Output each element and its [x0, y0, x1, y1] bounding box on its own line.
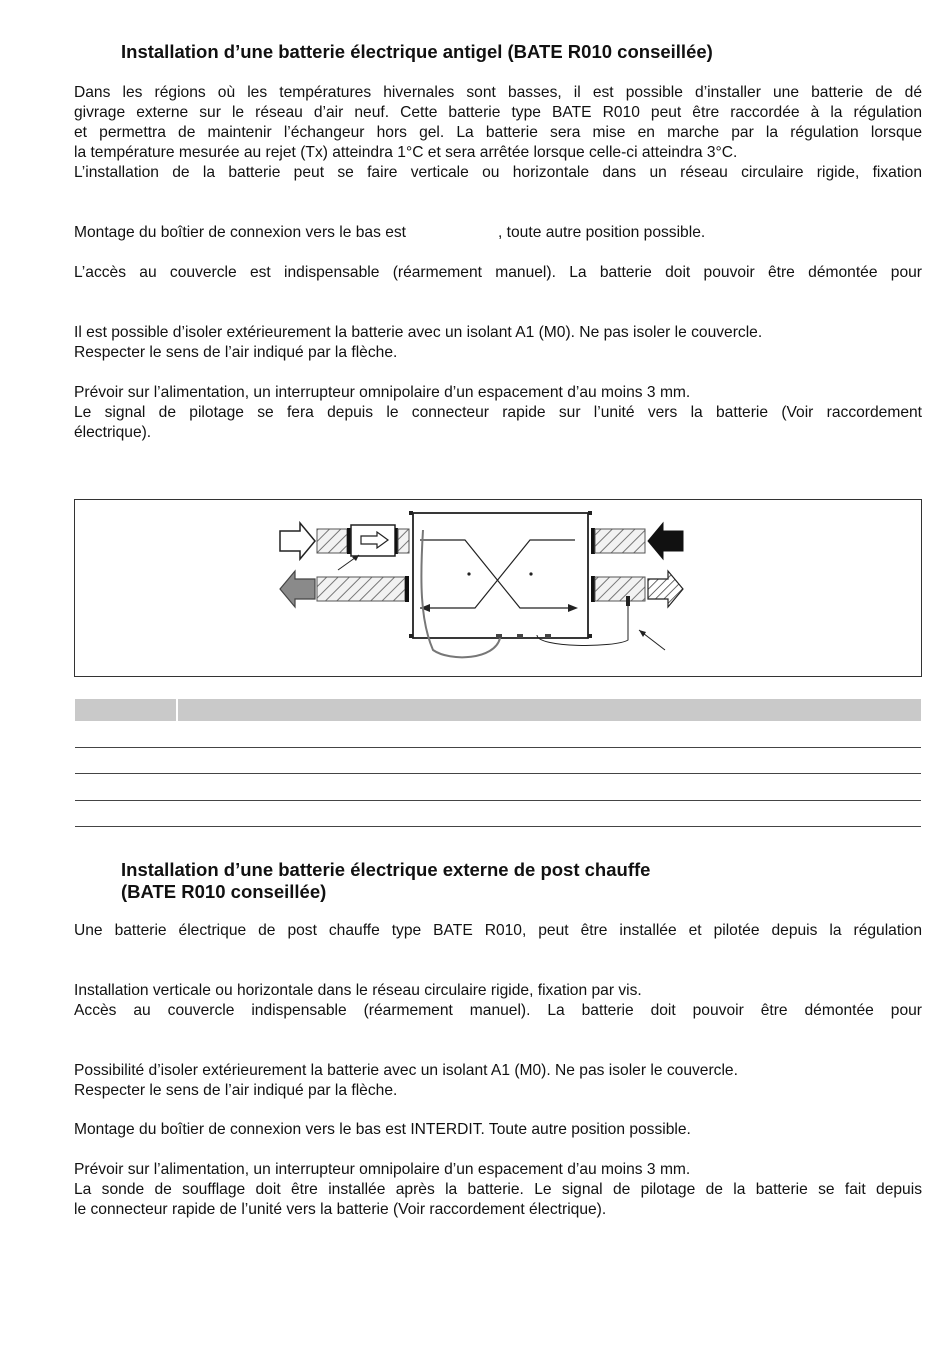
section1-para3	[74, 263, 922, 283]
text-line: Le signal de pilotage se fera depuis le connecteur rapide sur l’unité vers la batterie (Voir raccordement	[74, 404, 922, 421]
text-line: Respecter le sens de l’air indiqué par la flèche.	[74, 344, 398, 361]
return-air-in-arrow	[648, 523, 683, 559]
section1-para4	[74, 323, 922, 363]
unit-schematic	[75, 500, 921, 676]
table-header	[75, 699, 921, 721]
table-row	[75, 748, 921, 775]
section2-para4	[74, 1120, 922, 1140]
table-header-cell-2	[178, 699, 921, 721]
text-line: Installation verticale ou horizontale dans le réseau circulaire rigide, fixation par vis.	[74, 982, 642, 999]
text-line: L’installation de la batterie peut se faire verticale ou horizontale dans un réseau circulaire rigide, fixation	[74, 164, 922, 181]
text-fragment: , toute autre position possible.	[498, 224, 706, 241]
table-row	[75, 801, 921, 828]
section1-title: Installation d’une batterie électrique antigel (BATE R010 conseillée)	[121, 41, 713, 62]
text-line: Prévoir sur l’alimentation, un interrupteur omnipolaire d’un espacement d’au moins 3 mm.	[74, 384, 691, 401]
table-row	[75, 774, 921, 801]
exhaust-out-arrow	[280, 571, 315, 607]
text-line: Montage du boîtier de connexion vers le bas est INTERDIT. Toute autre position possible.	[74, 1121, 691, 1138]
table-row	[75, 721, 921, 748]
legend-table	[75, 699, 921, 827]
text-line: Possibilité d’isoler extérieurement la batterie avec un isolant A1 (M0). Ne pas isoler le couvercle.	[74, 1062, 738, 1079]
section2-para2	[74, 981, 922, 1021]
duct-top-right	[595, 529, 645, 553]
section1-para1	[74, 83, 922, 183]
installation-diagram	[74, 499, 922, 677]
text-line: La sonde de soufflage doit être installée après la batterie. Le signal de pilotage de la batterie se fait depuis	[74, 1181, 922, 1198]
section2-para1	[74, 921, 922, 941]
text-line: Une batterie électrique de post chauffe type BATE R010, peut être installée et pilotée depuis la régulation	[74, 922, 922, 939]
text-line: Accès au couvercle indispensable (réarmement manuel). La batterie doit pouvoir être démontée pour	[74, 1002, 922, 1019]
text-line: L’accès au couvercle est indispensable (réarmement manuel). La batterie doit pouvoir être démontée pour	[74, 264, 922, 281]
table-header-cell-1	[75, 699, 178, 721]
text-line: électrique).	[74, 424, 152, 441]
text-line: Prévoir sur l’alimentation, un interrupteur omnipolaire d’un espacement d’au moins 3 mm.	[74, 1161, 691, 1178]
title-line: (BATE R010 conseillée)	[121, 881, 327, 902]
duct-bottom-right	[595, 577, 645, 601]
text-line: Respecter le sens de l’air indiqué par la flèche.	[74, 1082, 398, 1099]
unit-body	[413, 513, 588, 638]
text-line: le connecteur rapide de l’unité vers la batterie (Voir raccordement électrique).	[74, 1201, 607, 1218]
section2-title	[121, 859, 650, 903]
section2-para3	[74, 1061, 922, 1101]
duct-top-left	[317, 529, 347, 553]
section2-para5	[74, 1160, 922, 1220]
fresh-air-in-arrow	[280, 523, 315, 559]
duct-bottom-left	[317, 577, 405, 601]
text-fragment: Montage du boîtier de connexion vers le bas est	[74, 224, 407, 241]
text-line: et permettra de maintenir l’échangeur hors gel. La batterie sera mise en marche par la régulation lorsque	[74, 124, 922, 141]
text-line: Dans les régions où les températures hivernales sont basses, il est possible d’installer une batterie de dé	[74, 84, 922, 101]
section1-para5	[74, 383, 922, 443]
title-line: Installation d’une batterie électrique externe de post chauffe	[121, 859, 651, 880]
supply-out-arrow	[648, 571, 683, 607]
text-line: la température mesurée au rejet (Tx) atteindra 1°C et sera arrêtée lorsque celle-ci atteindra 3°C.	[74, 144, 738, 161]
text-line: Il est possible d’isoler extérieurement la batterie avec un isolant A1 (M0). Ne pas isoler le couvercle.	[74, 324, 763, 341]
text-line: givrage externe sur le réseau d’air neuf. Cette batterie type BATE R010 peut être raccordée à la régulation	[74, 104, 922, 121]
section1-para2	[74, 223, 922, 243]
